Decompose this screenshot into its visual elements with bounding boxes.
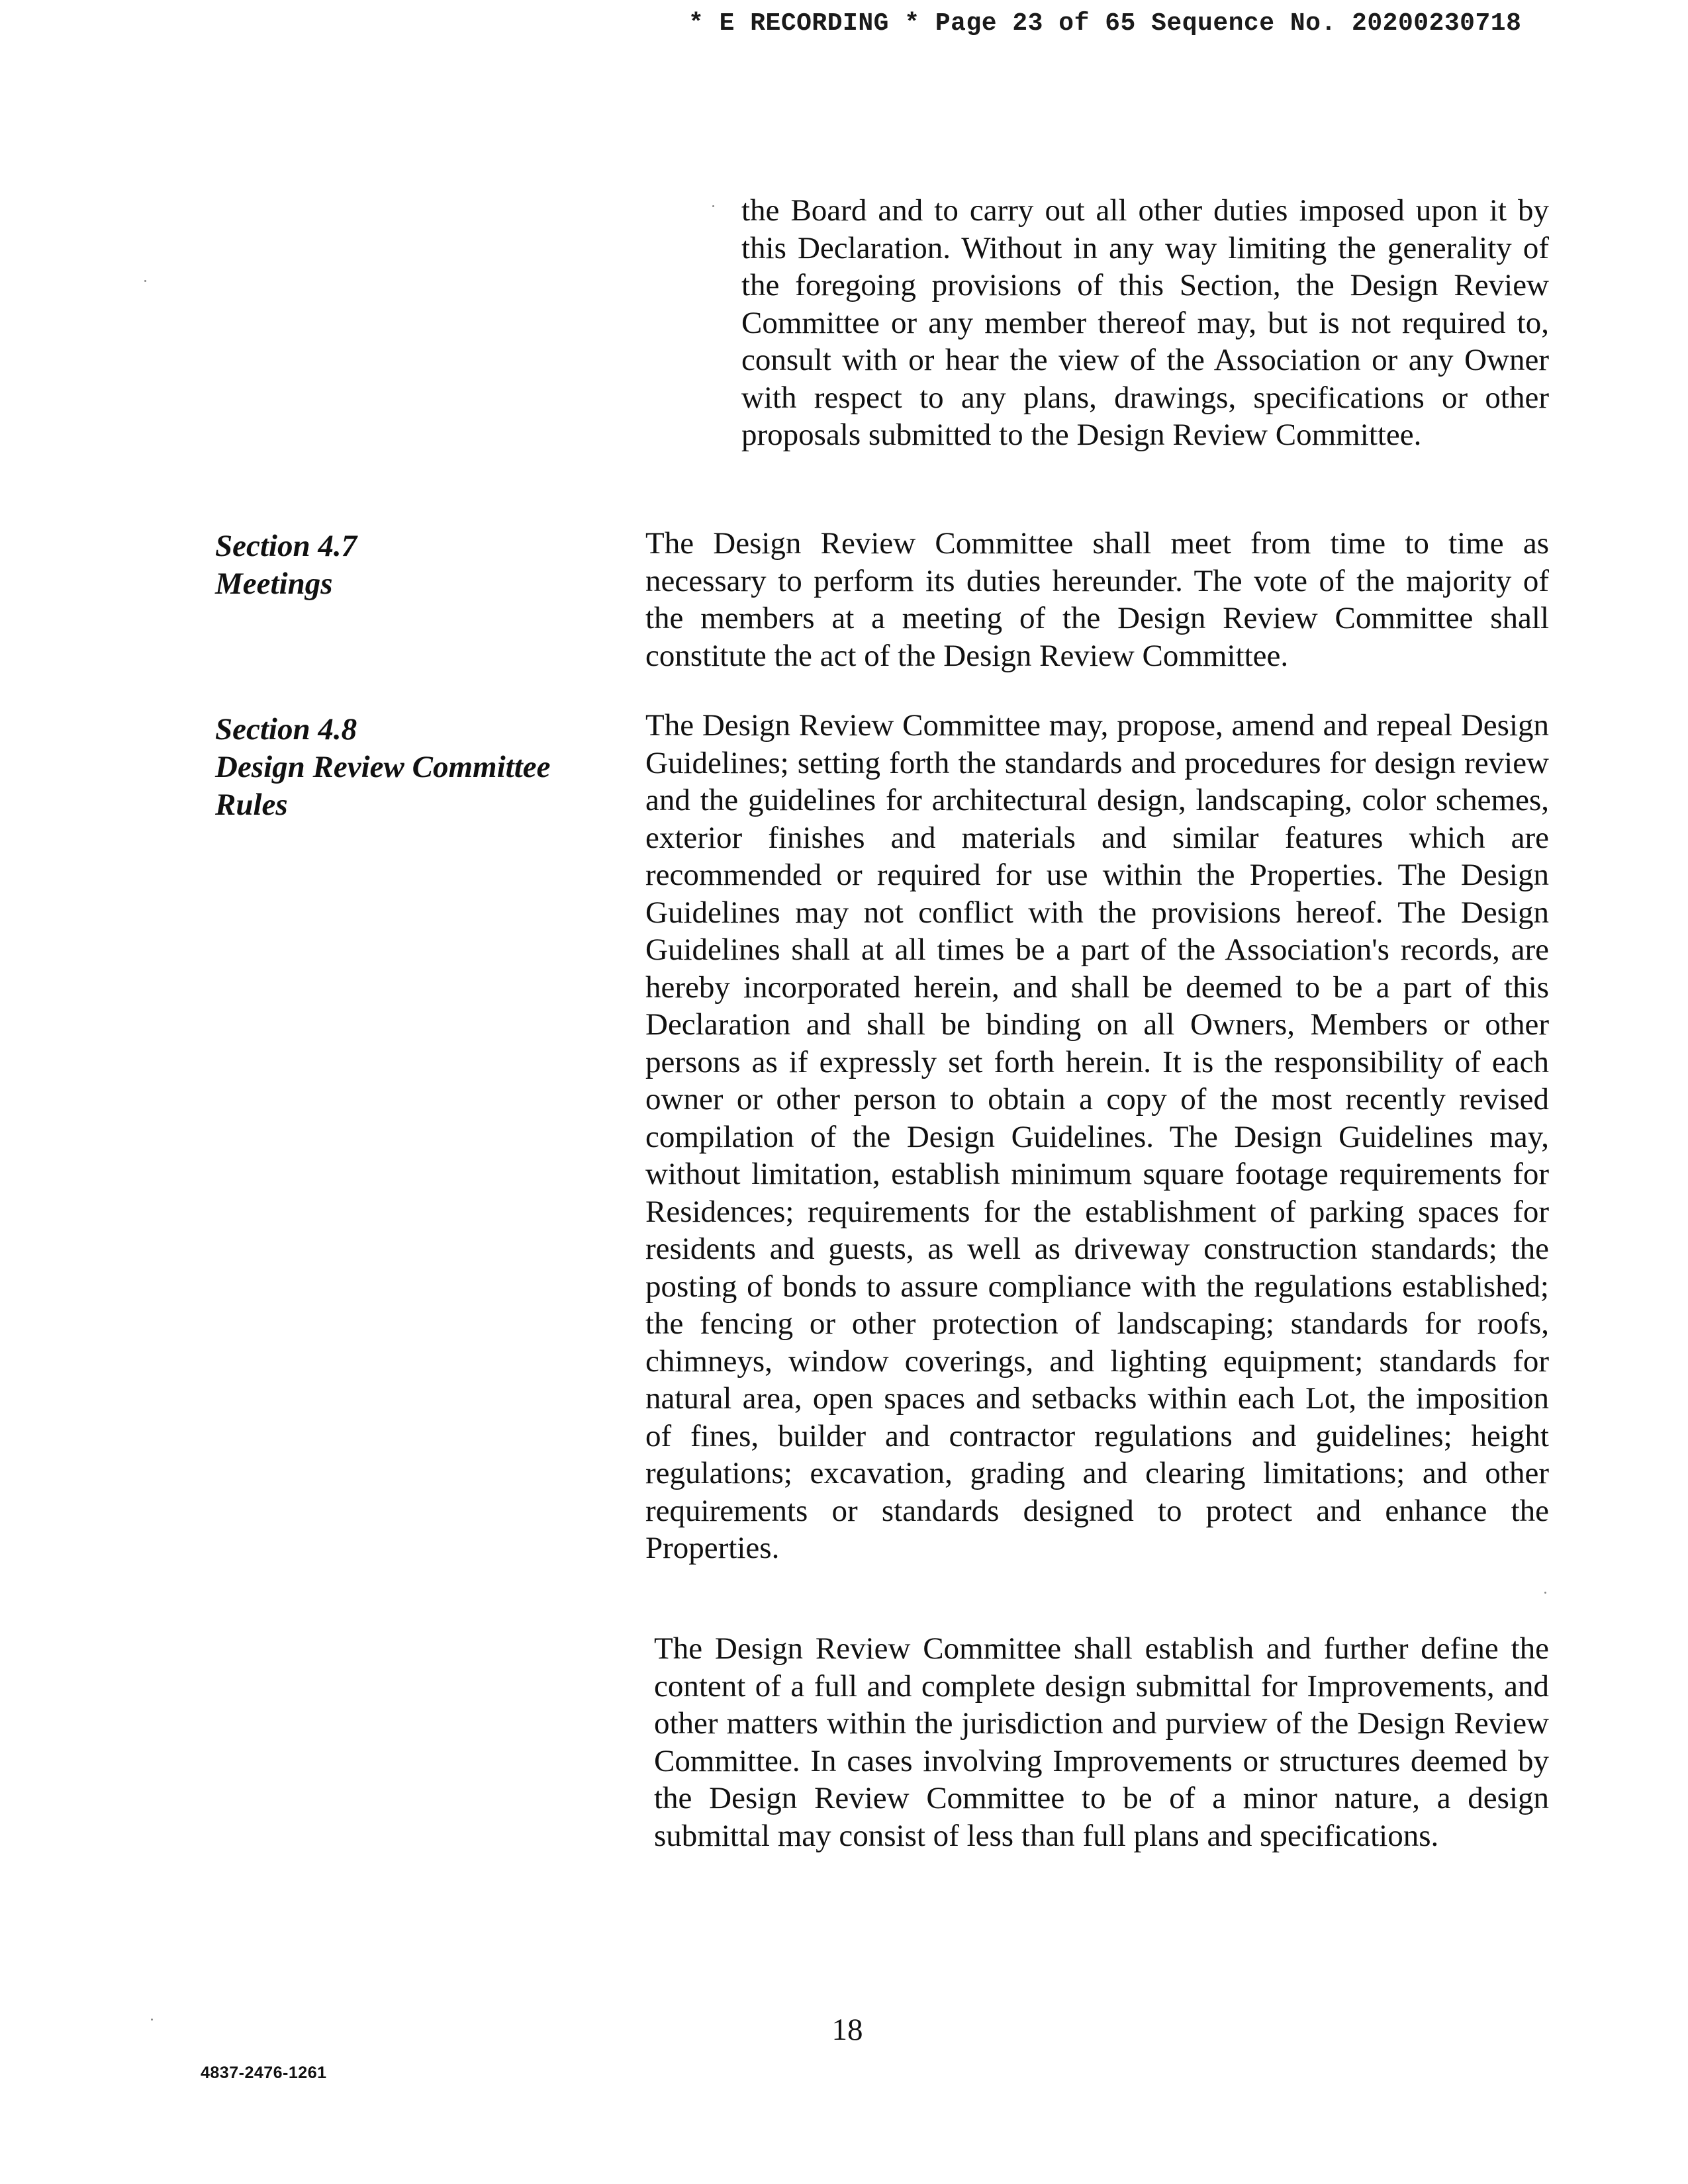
- section-4-7-heading: [215, 527, 357, 603]
- page-number: 18: [831, 2013, 863, 2047]
- section-4-8-paragraph-2: The Design Review Committee shall establish and further define the content of a full and complete design submittal for Improvements, and other matters within the jurisdiction and purview of the Design Review Committee. In cases involving Improvements or structures deemed by the Design Review Committee to be of a minor nature, a design submittal may consist of less than full plans and specifications.: [654, 1631, 1549, 1853]
- scan-speck: [1544, 1592, 1546, 1594]
- section-4-7-paragraph: The Design Review Committee shall meet from time to time as necessary to perform its duties hereunder. The vote of the majority of the members at a meeting of the Design Review Committee shall constitute the act of the Design Review Committee.: [645, 526, 1549, 673]
- scan-speck: [144, 280, 146, 282]
- recording-header: * E RECORDING * Page 23 of 65 Sequence No. 20200230718: [688, 9, 1522, 38]
- section-number: Section 4.7: [215, 529, 357, 563]
- document-id: 4837-2476-1261: [201, 2064, 327, 2082]
- section-4-8-heading: [215, 711, 551, 824]
- section-title-line: Design Review Committee: [215, 750, 551, 784]
- continuation-paragraph: the Board and to carry out all other duties imposed upon it by this Declaration. Without in any way limiting the generality of the foregoing provisions of this Section, the Design Review Committee or any member thereof may, but is not required to, consult with or hear the view of the Association or any Owner with respect to any plans, drawings, specifications or other proposals submitted to the Design Review Committee.: [741, 193, 1549, 452]
- scan-speck: [712, 205, 714, 207]
- section-title-line: Meetings: [215, 567, 333, 601]
- section-number: Section 4.8: [215, 712, 357, 747]
- scan-speck: [151, 2019, 153, 2021]
- section-title-line: Rules: [215, 788, 288, 822]
- section-4-8-paragraph-1: The Design Review Committee may, propose, amend and repeal Design Guidelines; setting forth the standards and procedures for design review and the guidelines for architectural design, landscaping, color schemes, exterior finishes and materials and similar features which are recommended or required for use within the Properties. The Design Guidelines may not conflict with the provisions hereof. The Design Guidelines shall at all times be a part of the Association's records, are hereby incorporated herein, and shall be deemed to be a part of this Declaration and shall be binding on all Owners, Members or other persons as if expressly set forth herein. It is the responsibility of each owner or other person to obtain a copy of the most recently revised compilation of the Design Guidelines. The Design Guidelines may, without limitation, establish minimum square footage requirements for Residences; requirements for the establishment of parking spaces for residents and guests, as well as driveway construction standards; the posting of bonds to assure compliance with the regulations established; the fencing or other protection of landscaping; standards for roofs, chimneys, window coverings, and lighting equipment; standards for natural area, open spaces and setbacks within each Lot, the imposition of fines, builder and contractor regulations and guidelines; height regulations; excavation, grading and clearing limitations; and other requirements or standards designed to protect and enhance the Properties.: [645, 708, 1549, 1565]
